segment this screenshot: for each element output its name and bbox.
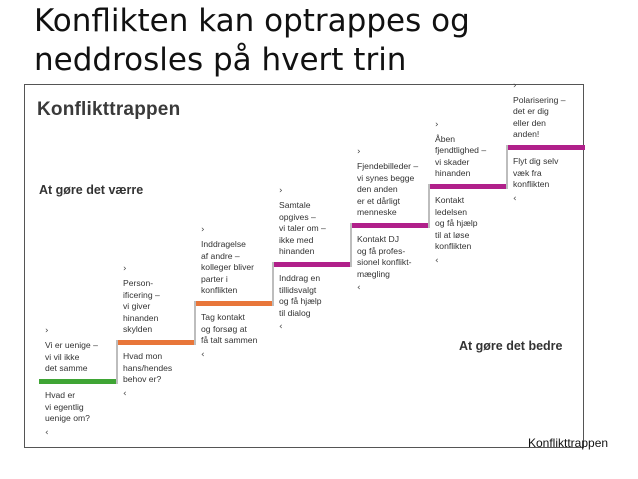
escalation-text-2: Person- ificering – vi giver hinanden skylden: [123, 278, 160, 335]
deescalation-text-5: Kontakt DJ og få profes- sionel konflikt- mægling: [357, 234, 412, 279]
step-riser-7: [506, 145, 508, 189]
deescalate-arrow-2: ‹: [123, 388, 127, 399]
escalation-text-7: Polarisering – det er dig eller den anden!: [513, 94, 566, 140]
step-riser-4: [272, 262, 274, 306]
deescalation-text-6: Kontakt ledelsen og få hjælp til at løse konflikten: [435, 195, 478, 252]
deescalate-arrow-5: ‹: [357, 283, 361, 294]
slide-title-line-2: neddrosles på hvert trin: [34, 42, 407, 78]
step-riser-2: [116, 340, 118, 384]
escalate-arrow-2: ›: [123, 264, 127, 274]
deescalation-text-3: Tag kontakt og forsøg at få talt sammen: [201, 312, 258, 346]
step-riser-5: [350, 223, 352, 267]
escalate-arrow-6: ›: [435, 119, 439, 130]
step-bar-1: [39, 379, 117, 384]
deescalate-arrow-7: ‹: [513, 193, 517, 204]
step-riser-3: [194, 301, 196, 345]
deescalation-text-2: Hvad mon hans/hendes behov er?: [123, 351, 173, 385]
slide-title: [34, 2, 624, 80]
deescalate-arrow-6: ‹: [435, 256, 439, 266]
escalation-text-1: Vi er uenige – vi vil ikke det samme: [45, 340, 98, 374]
escalation-text-6: Åben fjendtlighed – vi skader hinanden: [435, 133, 487, 179]
figure-title: Konflikttrappen: [37, 99, 181, 120]
label-make-better: At gøre det bedre: [459, 339, 563, 353]
deescalate-arrow-1: ‹: [45, 427, 49, 438]
escalation-text-4: Samtale opgives – vi taler om – ikke med hinanden: [279, 200, 326, 257]
step-bar-4: [273, 262, 351, 267]
escalate-arrow-5: ›: [357, 147, 361, 157]
escalation-text-3: Inddragelse af andre – kolleger bliver parter i konflikten: [201, 239, 255, 296]
label-make-worse: At gøre det værre: [39, 183, 144, 197]
deescalate-arrow-3: ‹: [201, 349, 205, 360]
slide-title-line-1: Konflikten kan optrappes og: [34, 3, 470, 39]
conflict-staircase-figure: [24, 80, 584, 448]
escalate-arrow-4: ›: [279, 186, 283, 196]
step-bar-6: [429, 184, 507, 189]
deescalation-text-1: Hvad er vi egentlig uenige om?: [45, 390, 90, 424]
escalate-arrow-3: ›: [201, 225, 205, 235]
deescalation-text-4: Inddrag en tillidsvalgt og få hjælp til dialog: [279, 273, 322, 318]
step-riser-6: [428, 184, 430, 228]
step-bar-3: [195, 301, 273, 306]
deescalate-arrow-4: ‹: [279, 322, 283, 333]
escalation-text-5: Fjendebilleder – vi synes begge den anden er et dårligt menneske: [357, 161, 419, 218]
step-bar-5: [351, 223, 429, 228]
escalate-arrow-1: ›: [45, 326, 49, 337]
step-bar-7: [507, 145, 585, 150]
escalate-arrow-7: ›: [513, 80, 517, 91]
figure-caption: Konflikttrappen: [528, 436, 609, 450]
step-bar-2: [117, 340, 195, 345]
deescalation-text-7: Flyt dig selv væk fra konflikten: [513, 156, 559, 190]
